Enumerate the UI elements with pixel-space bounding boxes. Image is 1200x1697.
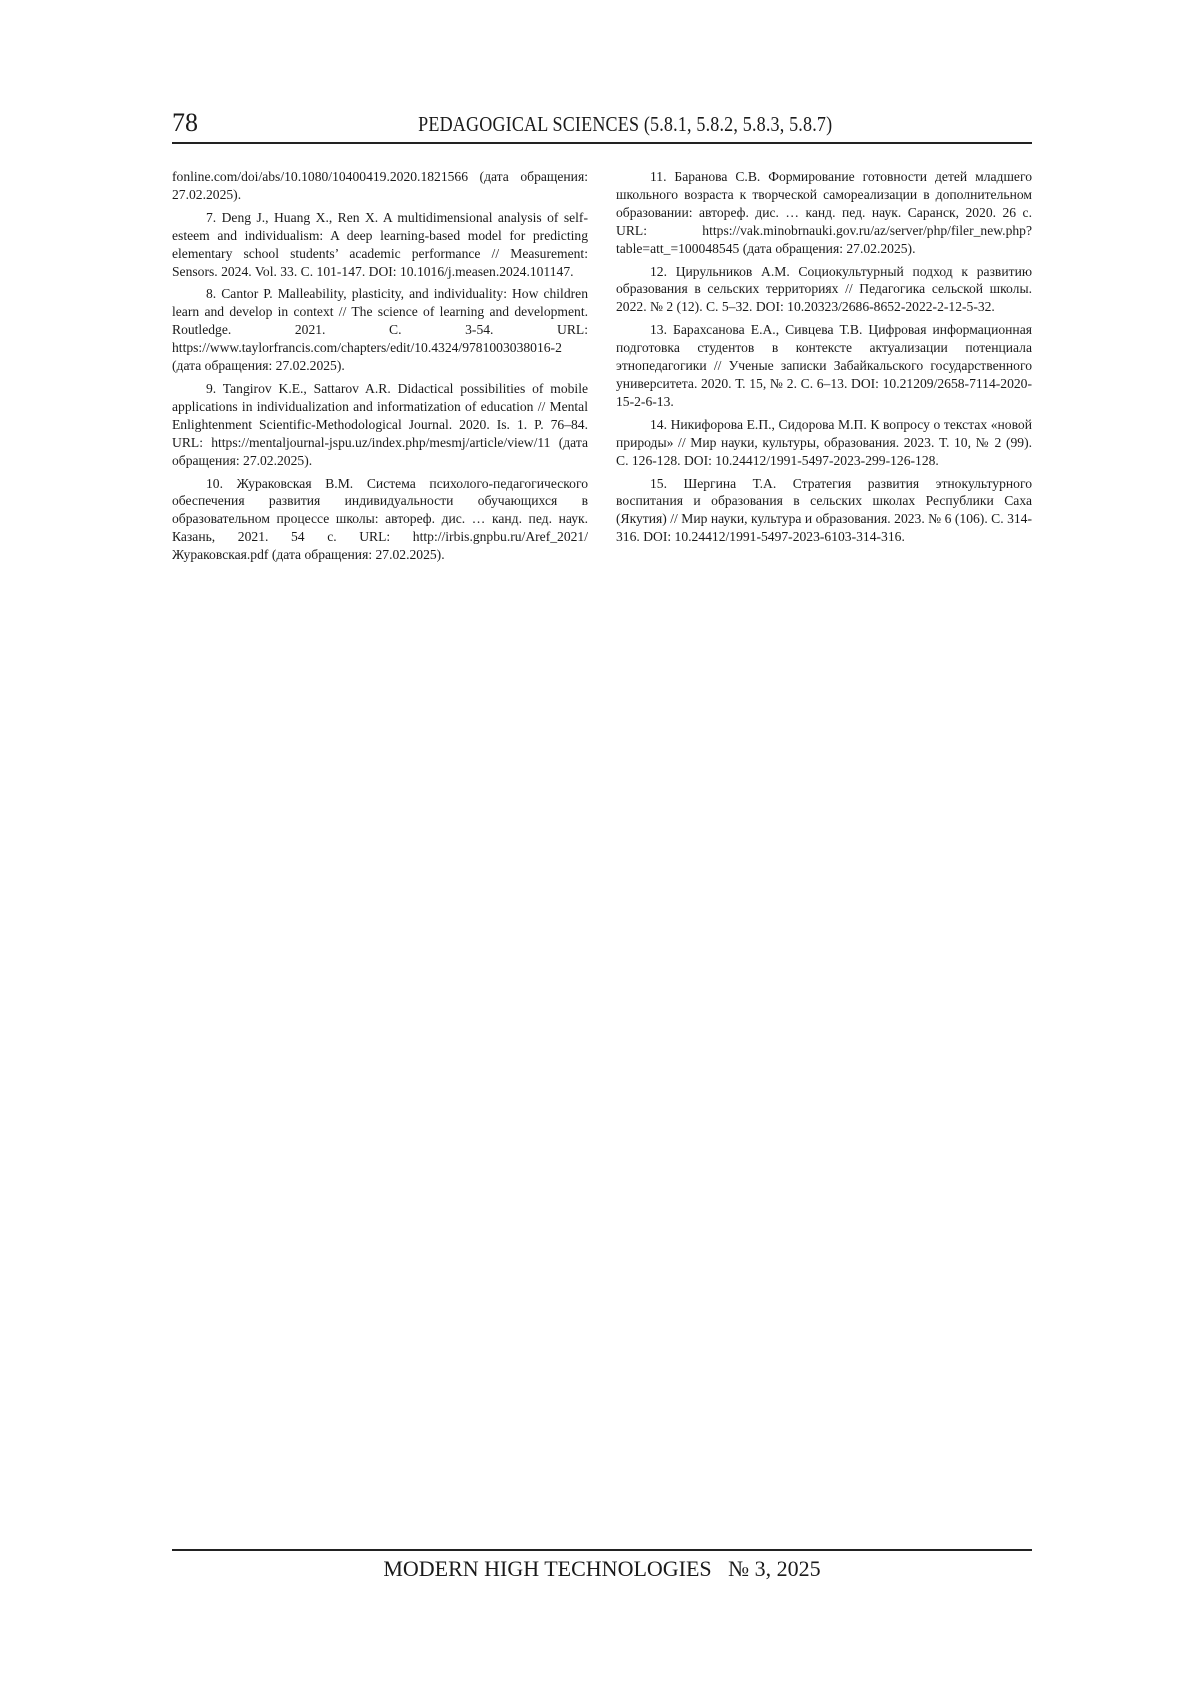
reference-item: 7. Deng J., Huang X., Ren X. A multidimensional analysis of self-esteem and individualism: A deep learning-based model for predicting elementary school students’ academic performance // Measurement: Sensors. 2024. Vol. 33. С. 101-147. DOI: 10.1016/j.measen.2024.101147. bbox=[172, 209, 588, 279]
page-number: 78 bbox=[172, 108, 198, 137]
reference-item: 13. Барахсанова Е.А., Сивцева Т.В. Цифровая информационная подготовка студентов в контексте актуализации потенциала этнопедагогики // Ученые записки Забайкальского государственного университета. 2020. Т. 15, № 2. С. 6–13. DOI: 10.21209/2658-7114-2020-15-2-6-13. bbox=[616, 322, 1032, 409]
reference-item: 10. Жураковская В.М. Система психолого-педагогического обеспечения развития индивидуальности обучающихся в образовательном процессе школы: автореф. дис. … канд. пед. наук. Казань, 2021. 54 с. URL: http://irbis.gnpbu.ru/Aref_2021/Жураковская.pdf (дата обращения: 27.02.2025). bbox=[172, 475, 588, 563]
reference-item: fonline.com/doi/abs/10.1080/10400419.2020.1821566 (дата обращения: 27.02.2025). bbox=[172, 169, 588, 202]
page-header bbox=[172, 108, 1032, 144]
reference-item: 12. Цирульников А.М. Социокультурный подход к развитию образования в сельских территориях // Педагогика сельской школы. 2022. № 2 (12). С. 5–32. DOI: 10.20323/2686-8652-2022-2-12-5-32. bbox=[616, 263, 1032, 315]
running-title: PEDAGOGICAL SCIENCES (5.8.1, 5.8.2, 5.8.3, 5.8.7) bbox=[418, 112, 833, 136]
right-column bbox=[616, 168, 1032, 551]
reference-item: 9. Tangirov K.E., Sattarov A.R. Didactical possibilities of mobile applications in individualization and informatization of education // Mental Enlightenment Scientific-Methodological Journal. 2020. Is. 1. P. 76–84. URL: https://mentaljournal-jspu.uz/index.php/mesmj/article/view/11 (дата обращения: 27.02.2025). bbox=[172, 380, 588, 468]
page-footer bbox=[172, 1549, 1032, 1583]
journal-footer: MODERN HIGH TECHNOLOGIES № 3, 2025 bbox=[383, 1556, 821, 1581]
left-column bbox=[172, 168, 588, 569]
reference-item: 8. Cantor P. Malleability, plasticity, and individuality: How children learn and develop in context // The science of learning and development. Routledge. 2021. С. 3-54. URL: https://www.taylorfrancis.com/chapters/edit/10.4324/9781003038016-2 (дата обращения: 27.02.2025). bbox=[172, 286, 588, 374]
reference-item: 15. Шергина Т.А. Стратегия развития этнокультурного воспитания и образования в сельских школах Республики Саха (Якутия) // Мир науки, культура и образования. 2023. № 6 (106). С. 314-316. DOI: 10.24412/1991-5497-2023-6103-314-316. bbox=[616, 475, 1032, 545]
reference-item: 14. Никифорова Е.П., Сидорова М.П. К вопросу о текстах «новой природы» // Мир науки, культуры, образования. 2023. Т. 10, № 2 (99). С. 126-128. DOI: 10.24412/1991-5497-2023-299-126-128. bbox=[616, 416, 1032, 468]
reference-item: 11. Баранова С.В. Формирование готовности детей младшего школьного возраста к творческой самореализации в дополнительном образовании: автореф. дис. … канд. пед. наук. Саранск, 2020. 26 с. URL: https://vak.minobrnauki.gov.ru/az/server/php/filer_new.php?table=att_=100048545 (дата обращения: 27.02.2025). bbox=[616, 169, 1032, 256]
